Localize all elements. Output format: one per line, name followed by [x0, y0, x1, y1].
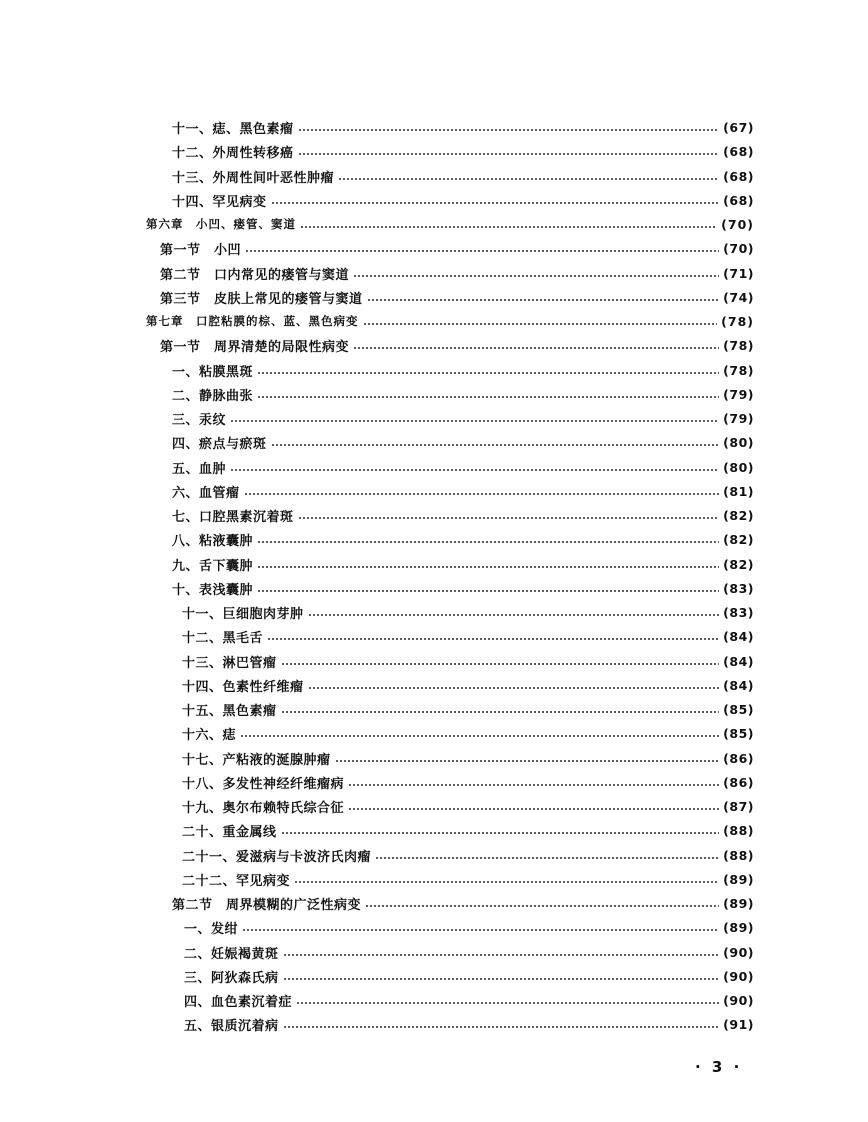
- toc-entry: [182, 747, 754, 769]
- toc-entry-title: 十六、痣: [182, 727, 237, 743]
- toc-entry-title: 第一节 周界清楚的局限性病变: [160, 339, 350, 355]
- toc-entry-title: 十、表浅囊肿: [172, 582, 254, 598]
- toc-entry-title: 十九、奥尔布赖特氏综合征: [182, 800, 345, 816]
- toc-entry: [146, 213, 754, 235]
- toc-entry-page: (90): [723, 944, 754, 960]
- dot-leader: [283, 1026, 720, 1028]
- toc-entry: [172, 116, 754, 138]
- toc-entry: [172, 480, 754, 502]
- toc-entry: [160, 334, 754, 356]
- toc-entry-page: (81): [723, 483, 754, 499]
- toc-entry-title: 十五、黑色素瘤: [182, 703, 277, 719]
- toc-entry-title: 十三、外周性间叶恶性肿瘤: [172, 170, 335, 186]
- dot-leader: [257, 590, 719, 592]
- toc-entry-page: (74): [723, 289, 754, 305]
- toc-entry: [172, 383, 754, 405]
- toc-entry-page: (89): [723, 871, 754, 887]
- toc-entry-page: (86): [723, 774, 754, 790]
- toc-entry: [172, 456, 754, 478]
- toc-entry-title: 一、粘膜黑斑: [172, 364, 254, 380]
- toc-entry-title: 第二节 周界模糊的广泛性病变: [172, 897, 362, 913]
- toc-entry-title: 一、发绀: [184, 921, 239, 937]
- toc-entry-title: 二十二、罕见病变: [182, 873, 291, 889]
- toc-entry-title: 第二节 口内常见的瘘管与窦道: [160, 267, 350, 283]
- toc-entry: [172, 407, 754, 429]
- toc-entry: [172, 892, 754, 914]
- toc-entry: [146, 310, 754, 332]
- toc-entry: [182, 868, 754, 890]
- toc-entry: [172, 504, 754, 526]
- toc-entry-title: 第七章 口腔粘膜的棕、蓝、黑色病变: [146, 314, 359, 328]
- toc-entry-page: (84): [723, 628, 754, 644]
- dot-leader: [257, 396, 719, 398]
- dot-leader: [298, 153, 720, 155]
- toc-entry-page: (84): [723, 677, 754, 693]
- toc-entry-page: (71): [723, 265, 754, 281]
- toc-entry: [184, 989, 754, 1011]
- dot-leader: [365, 905, 719, 907]
- toc-entry: [172, 528, 754, 550]
- toc-entry: [182, 650, 754, 672]
- toc-entry: [182, 722, 754, 744]
- dot-leader: [281, 663, 720, 665]
- toc-entry-page: (79): [723, 386, 754, 402]
- toc-entry-page: (68): [723, 168, 754, 184]
- toc-entry-page: (78): [723, 362, 754, 378]
- dot-leader: [230, 469, 719, 471]
- dot-leader: [308, 614, 720, 616]
- toc-entry-page: (88): [723, 847, 754, 863]
- dot-leader: [281, 711, 720, 713]
- toc-entry-page: (78): [723, 337, 754, 353]
- toc-entry-title: 十二、黑毛舌: [182, 630, 264, 646]
- toc-entry-page: (68): [723, 192, 754, 208]
- toc-entry: [182, 698, 754, 720]
- toc-entry-title: 五、血肿: [172, 461, 227, 477]
- toc-entry: [184, 965, 754, 987]
- toc-entry: [184, 941, 754, 963]
- toc-entry-title: 第三节 皮肤上常见的瘘管与窦道: [160, 291, 363, 307]
- dot-leader: [353, 275, 719, 277]
- dot-leader: [294, 881, 719, 883]
- toc-entry: [160, 237, 754, 259]
- toc-entry-title: 二十、重金属线: [182, 824, 277, 840]
- toc-entry-title: 十二、外周性转移癌: [172, 145, 294, 161]
- toc-entry-page: (67): [723, 119, 754, 135]
- dot-leader: [375, 857, 719, 859]
- toc-entry-page: (82): [723, 531, 754, 547]
- dot-leader: [257, 541, 719, 543]
- toc-entry-page: (88): [723, 822, 754, 838]
- toc-entry-page: (68): [723, 143, 754, 159]
- dot-leader: [283, 954, 720, 956]
- toc-entry-title: 五、银质沉着病: [184, 1018, 279, 1034]
- toc-entry-title: 七、口腔黑素沉着斑: [172, 509, 294, 525]
- toc-entry-page: (70): [721, 216, 754, 232]
- toc-entry-page: (82): [723, 507, 754, 523]
- dot-leader: [363, 323, 718, 325]
- toc-entry: [160, 286, 754, 308]
- toc-entry: [160, 262, 754, 284]
- toc-entry: [182, 674, 754, 696]
- toc-entry-title: 二、妊娠褐黄斑: [184, 946, 279, 962]
- dot-leader: [348, 784, 719, 786]
- toc-entry: [184, 1013, 754, 1035]
- toc-entry: [182, 771, 754, 793]
- toc-entry-title: 十七、产粘液的涎腺肿瘤: [182, 752, 331, 768]
- dot-leader: [283, 978, 720, 980]
- toc-entry-title: 四、瘀点与瘀斑: [172, 436, 267, 452]
- toc-entry-title: 第一节 小凹: [160, 242, 242, 258]
- toc-entry-title: 三、阿狄森氏病: [184, 970, 279, 986]
- toc-entry-page: (91): [723, 1016, 754, 1032]
- dot-leader: [245, 250, 719, 252]
- toc-entry-title: 二、静脉曲张: [172, 388, 254, 404]
- toc-entry-title: 十三、淋巴管瘤: [182, 655, 277, 671]
- toc-entry: [182, 795, 754, 817]
- toc-entry: [172, 140, 754, 162]
- toc-entry-page: (85): [723, 701, 754, 717]
- toc-entry-page: (82): [723, 556, 754, 572]
- toc-entry-page: (86): [723, 750, 754, 766]
- toc-entry-title: 九、舌下囊肿: [172, 558, 254, 574]
- dot-leader: [367, 299, 720, 301]
- toc-entry-title: 三、汞纹: [172, 412, 227, 428]
- toc-entry-page: (90): [723, 968, 754, 984]
- toc-entry-page: (89): [723, 919, 754, 935]
- toc-entry: [184, 916, 754, 938]
- dot-leader: [300, 226, 717, 228]
- toc-entry: [172, 431, 754, 453]
- dot-leader: [298, 517, 720, 519]
- toc-entry-title: 十一、巨细胞肉芽肿: [182, 606, 304, 622]
- toc-entry-title: 十一、痣、黑色素瘤: [172, 121, 294, 137]
- toc-entry-page: (83): [723, 604, 754, 620]
- dot-leader: [353, 347, 719, 349]
- toc-entry-page: (89): [723, 895, 754, 911]
- toc-entry-title: 八、粘液囊肿: [172, 533, 254, 549]
- toc-entry-page: (70): [723, 240, 754, 256]
- toc-entry-page: (90): [723, 992, 754, 1008]
- toc-entry-title: 二十一、爱滋病与卡波济氏肉瘤: [182, 849, 372, 865]
- toc-entry-page: (85): [723, 725, 754, 741]
- dot-leader: [242, 929, 719, 931]
- toc-entry-page: (79): [723, 410, 754, 426]
- toc-entry: [172, 165, 754, 187]
- dot-leader: [271, 202, 720, 204]
- page-number: · 3 ·: [695, 1058, 743, 1076]
- dot-leader: [244, 493, 720, 495]
- dot-leader: [338, 178, 719, 180]
- toc-entry-page: (78): [721, 313, 754, 329]
- toc-entry-page: (83): [723, 580, 754, 596]
- toc-entry: [172, 359, 754, 381]
- toc-entry: [172, 553, 754, 575]
- dot-leader: [281, 832, 720, 834]
- dot-leader: [257, 372, 719, 374]
- dot-leader: [348, 808, 719, 810]
- dot-leader: [240, 735, 719, 737]
- dot-leader: [230, 420, 719, 422]
- toc-entry-title: 第六章 小凹、瘘管、窦道: [146, 217, 296, 231]
- dot-leader: [257, 566, 719, 568]
- toc-entry-title: 六、血管瘤: [172, 485, 240, 501]
- toc-entry-page: (84): [723, 653, 754, 669]
- dot-leader: [271, 444, 720, 446]
- toc-entry: [182, 601, 754, 623]
- dot-leader: [298, 129, 720, 131]
- toc-entry: [182, 819, 754, 841]
- dot-leader: [308, 687, 720, 689]
- toc-entry: [182, 844, 754, 866]
- toc-entry-title: 四、血色素沉着症: [184, 994, 293, 1010]
- toc-entry-title: 十四、色素性纤维瘤: [182, 679, 304, 695]
- dot-leader: [267, 638, 719, 640]
- toc-entry: [172, 189, 754, 211]
- toc-entry-title: 十四、罕见病变: [172, 194, 267, 210]
- toc-entry-page: (80): [723, 434, 754, 450]
- toc-entry: [172, 577, 754, 599]
- dot-leader: [296, 1002, 719, 1004]
- toc-entry-page: (87): [723, 798, 754, 814]
- toc-entry-title: 十八、多发性神经纤维瘤病: [182, 776, 345, 792]
- toc-entry-page: (80): [723, 459, 754, 475]
- toc-entry: [182, 625, 754, 647]
- dot-leader: [335, 760, 720, 762]
